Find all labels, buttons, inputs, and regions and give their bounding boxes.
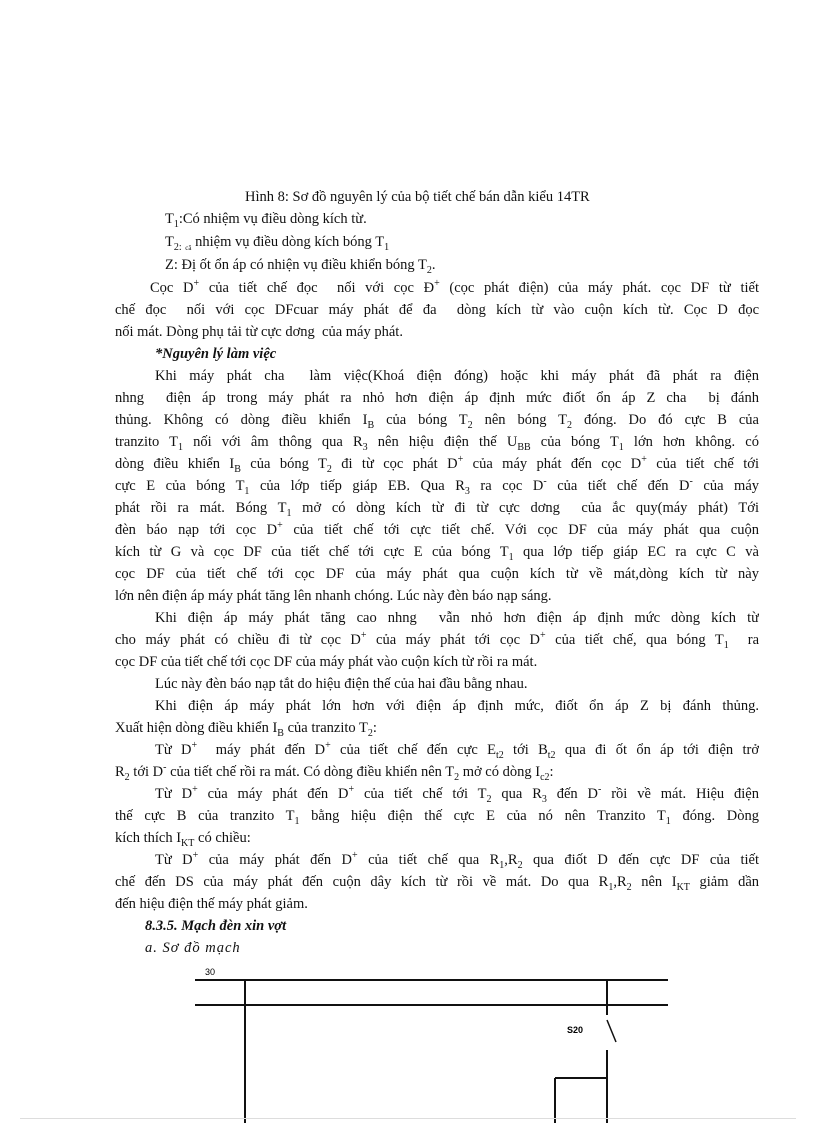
heading-835-text: 8.3.5. Mạch đèn xin vợt: [145, 918, 287, 934]
paragraph-line: phát rồi ra mát. Bóng $T_1$ mở có dòng kích từ đi từ cực dơng của ắc quy(máy phát) Tới: [115, 500, 759, 517]
z-text: Z: Đị ốt ổn áp có nhiện vụ điều khiển bóng: [165, 257, 419, 273]
figure-caption: [245, 188, 590, 206]
paragraph-line: cọc DF của tiết chế tới cọc DF của máy phát qua cuộn kích từ về mát,dòng kích từ này: [115, 566, 759, 582]
paragraph-line: Khi máy phát cha làm việc(Khoá điện đóng) hoặc khi máy phát đã phát ra điện: [155, 368, 759, 384]
t1-description: $T_1:Có$ nhiệm vụ điều dòng kích từ.: [165, 211, 367, 230]
paragraph-line: nối mát. Dòng phụ tải từ cực dơng của máy phát.: [115, 324, 403, 340]
paragraph-line: kích từ G và cọc DF của tiết chế tới cực E của bóng $T_1$ qua lớp tiếp giáp EC ra cực C và: [115, 544, 759, 561]
paragraph-line: đèn báo nạp tới cọc D+ của tiết chế tới cực tiết chế. Với cọc DF của máy phát qua cuộn: [115, 521, 759, 538]
subheading-circuit-diagram: [145, 939, 241, 957]
paragraph-line: Từ D+ của máy phát đến D+ của tiết chế qua $R_1,R_2$ qua điốt D đến cực DF của tiết: [155, 851, 759, 869]
paragraph-line: cho máy phát có chiều đi từ cọc D+ của máy phát tới cọc D+ của tiết chế, qua bóng $T_1$ ra: [115, 631, 759, 649]
paragraph-line: Khi điện áp máy phát tăng cao nhng vẫn nhỏ hơn điện áp định mức dòng kích từ: [155, 610, 759, 626]
paragraph-line: Lúc này đèn báo nạp tắt do hiệu điện thế của hai đầu bằng nhau.: [155, 676, 528, 692]
paragraph-line: tranzito $T_1$ nối với âm thông qua $R_3$ nên hiệu điện thế $U_{BB}$ của bóng $T_1$ lớn hơn không. có: [115, 434, 759, 451]
subheading-a-text: a. Sơ đồ mạch: [145, 940, 241, 956]
t2-text: nhiệm vụ điều dòng kích bóng: [195, 234, 376, 250]
paragraph-line: cực E của bóng $T_1$ của lớp tiếp giáp EB. Qua $R_3$ ra cọc D- của tiết chế đến D- của máy: [115, 477, 759, 495]
paragraph-line: Từ D+ của máy phát đến D+ của tiết chế tới $T_2$ qua $R_3$ đến D- rồi về mát. Hiệu điện: [155, 785, 759, 803]
z-description: Z: Đị ốt ổn áp có nhiện vụ điều khiển bóng $T_2$.: [165, 257, 436, 276]
paragraph-line: Xuất hiện dòng điều khiển $I_B$ của tranzito $T_2$:: [115, 720, 377, 739]
paragraph-line: thế cực B của tranzito $T_1$ bằng hiệu điện thế cực E của nó nên Tranzito $T_1$ đóng. Dòng: [115, 808, 759, 825]
bus-label: 30: [205, 967, 216, 977]
paragraph-line: thủng. Không có dòng điều khiển $I_B$ của bóng $T_2$ nên bóng $T_2$ đóng. Do đó cực B của: [115, 412, 759, 429]
paragraph-line: kích thích $I_{KT}$ có chiều:: [115, 830, 251, 849]
paragraph-line: Khi điện áp máy phát lớn hơn với điện áp định mức, điốt ổn áp Z bị đánh thủng.: [155, 698, 759, 714]
page-divider: [20, 1118, 796, 1119]
paragraph-line: cọc DF của tiết chế tới cọc DF của máy phát vào cuộn kích từ rồi ra mát.: [115, 654, 538, 670]
circuit-diagram: [0, 960, 816, 1123]
paragraph-line: Cọc D+ của tiết chế đọc nối với cọc Đ+ (cọc phát điện) của máy phát. cọc DF từ tiết: [150, 279, 759, 296]
section-heading-8-3-5: [145, 917, 286, 935]
figure-caption-text: Hình 8: Sơ đồ nguyên lý của bộ tiết chế bán dẫn kiểu 14TR: [245, 189, 590, 205]
t1-text: :Có nhiệm vụ điều dòng kích từ.: [178, 211, 367, 227]
switch-label: S20: [567, 1025, 584, 1035]
switch-s20: [607, 1020, 616, 1042]
paragraph-line: chế đến DS của máy phát đến cuộn dây kích từ rồi về mát. Do qua $R_1,R_2$ nên $I_{KT}$ giảm dần: [115, 874, 759, 891]
section-heading-principle: [155, 345, 276, 363]
paragraph-line: nhng điện áp trong máy phát ra nhỏ hơn điện áp định mức điốt ổn áp Z cha bị đánh: [115, 390, 759, 406]
paragraph-line: chế đọc nối với cọc DFcuar máy phát để đa dòng kích từ vào cuộn kích từ. Cọc D đọc: [115, 302, 759, 318]
paragraph-line: dòng điều khiển $I_B$ của bóng $T_2$ đi từ cọc phát D+ của máy phát đến cọc D+ của tiết chế tới: [115, 455, 759, 473]
paragraph-line: lớn nên điện áp máy phát tăng lên nhanh chóng. Lúc này đèn báo nạp sáng.: [115, 588, 552, 604]
t2-description: $T_{2:}$ $_{cã}$ nhiệm vụ điều dòng kích bóng $T_1$: [165, 234, 390, 253]
heading-principle-text: *Nguyên lý làm việc: [155, 346, 277, 362]
paragraph-line: đến hiệu điện thế máy phát giảm.: [115, 896, 308, 912]
paragraph-line: $R_2$ tới D- của tiết chế rồi ra mát. Có dòng điều khiển nên $T_2$ mở có dòng $I_{c2}$:: [115, 762, 554, 783]
paragraph-line: Từ D+ máy phát đến D+ của tiết chế đến cực $E_{t2}$ tới $B_{t2}$ qua đi ốt ổn áp tới điện trở: [155, 741, 759, 759]
